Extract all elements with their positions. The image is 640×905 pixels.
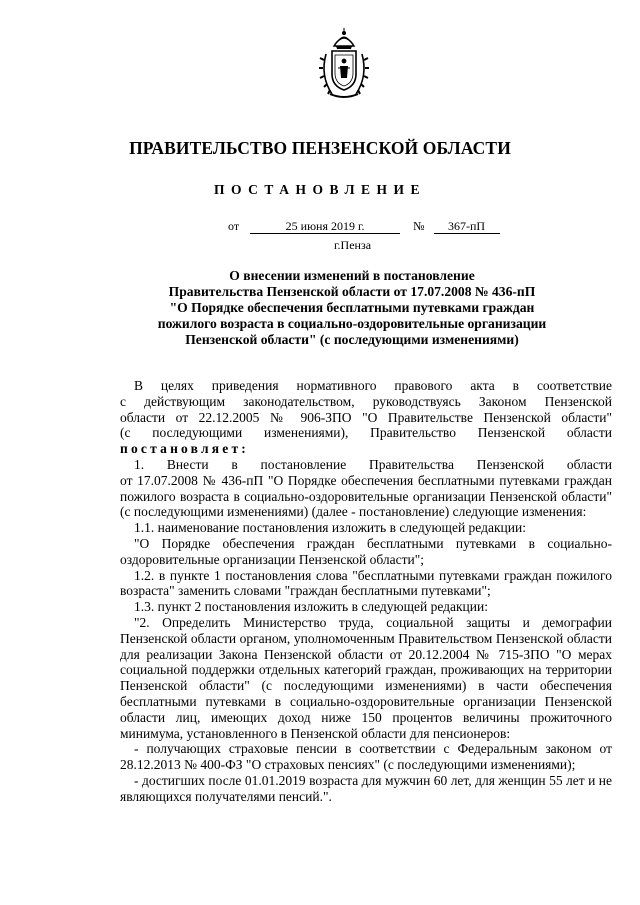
document-number: 367-пП bbox=[434, 220, 500, 234]
preamble-line: с действующим законодательством, руководствуясь Законом Пензенской bbox=[120, 393, 612, 409]
document-type: ПОСТАНОВЛЕНИЕ bbox=[213, 182, 427, 197]
resolves-word: постановляет: bbox=[120, 441, 249, 457]
government-title: ПРАВИТЕЛЬСТВО ПЕНЗЕНСКОЙ ОБЛАСТИ bbox=[129, 138, 511, 158]
list-item-pension: - получающих страховые пенсии в соответствии с Федеральным законом от 28.12.2013 № 400-ФЗ "О страховых пенсиях" (с последующими изменениями); bbox=[120, 741, 612, 773]
coat-of-arms-emblem bbox=[318, 28, 370, 100]
subject-line: Правительства Пензенской области от 17.07.2008 № 436-пП bbox=[168, 284, 536, 299]
subject-line: Пензенской области" (с последующими изменениями) bbox=[185, 332, 519, 347]
subject-line: "О Порядке обеспечения бесплатными путевками граждан bbox=[169, 300, 535, 315]
clause-1-3: 1.3. пункт 2 постановления изложить в следующей редакции: bbox=[134, 599, 488, 615]
clause-1-1-quote: "О Порядке обеспечения граждан бесплатными путевками в социально-оздоровительные организации Пензенской области"; bbox=[120, 535, 612, 567]
document-meta bbox=[228, 219, 500, 234]
document-subject bbox=[112, 268, 592, 348]
clause-1-3-quote: "2. Определить Министерство труда, социальной защиты и демографии Пензенской области органом, уполномоченным Правительством Пензенской области для реализации Закона Пензенской области от 20.12.2004 № 715-ЗПО "О мерах социальной поддержки отдельных категорий граждан, проживающих на территории Пензенской области" (с последующими изменениями) в части обеспечения бесплатными путевками в социально-оздоровительные организации Пензенской области лиц, имеющих доход ниже 150 процентов величины прожиточного минимума, установленного в Пензенской области для пенсионеров: bbox=[120, 614, 612, 741]
subject-line: пожилого возраста в социально-оздоровительные организации bbox=[157, 316, 547, 331]
preamble-line: области от 22.12.2005 № 906-ЗПО "О Правительстве Пензенской области" bbox=[120, 409, 612, 425]
subject-line: О внесении изменений в постановление bbox=[229, 268, 475, 283]
clause-1-text: от 17.07.2008 № 436-пП "О Порядке обеспечения бесплатными путевками граждан пожилого возраста в социально-оздоровительные организации Пензенской области" (с последующими изменениями) (далее - постановление) следующие изменения: bbox=[120, 472, 612, 520]
clause-1-1: 1.1. наименование постановления изложить в следующей редакции: bbox=[134, 520, 526, 536]
preamble-line: В целях приведения нормативного правового акта в соответствие bbox=[134, 378, 612, 393]
clause-1-lead: 1. Внести в постановление Правительства Пензенской области bbox=[134, 456, 612, 472]
number-label: № bbox=[413, 219, 425, 233]
date-label: от bbox=[228, 219, 240, 233]
clause-1-2: 1.2. в пункте 1 постановления слова "бесплатными путевками граждан пожилого возраста" заменить словами "граждан бесплатными путевками"; bbox=[120, 567, 612, 599]
document-city: г.Пенза bbox=[333, 238, 372, 252]
document-date: 25 июня 2019 г. bbox=[250, 220, 400, 234]
preamble-line: (с последующими изменениями), Правительство Пензенской области bbox=[120, 425, 612, 441]
list-item-age: - достигших после 01.01.2019 возраста для мужчин 60 лет, для женщин 55 лет и не являющихся получателями пенсий.". bbox=[120, 772, 612, 804]
document-body bbox=[120, 378, 612, 805]
